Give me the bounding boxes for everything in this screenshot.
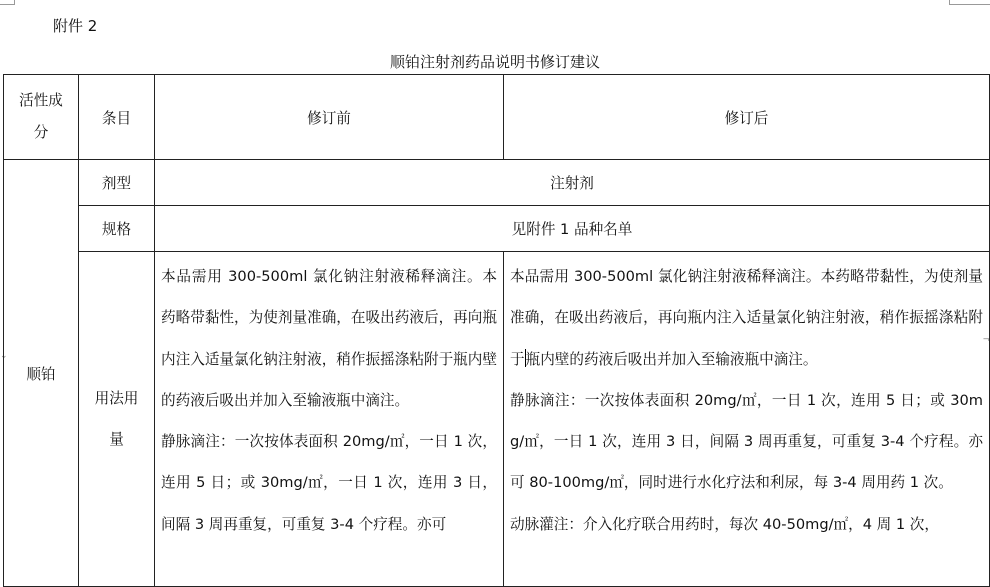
usage-before-paragraph-1: 本品需用 300-500ml 氯化钠注射液稀释滴注。本药略带黏性，为使剂量准确，在吸出药液后，再向瓶内注入适量氯化钠注射液，稍作振摇涤粘附于瓶内壁的药液后吸出并加入至输液瓶中滴注。 xyxy=(161,268,497,409)
usage-before-paragraph-2: 静脉滴注：一次按体表面积 20mg/㎡，一日 1 次，连用 5 日；或 30mg/㎡，一日 1 次，连用 3 日，间隔 3 周再重复，可重复 3-4 个疗程。亦可 xyxy=(161,433,497,533)
table-row-usage xyxy=(4,252,990,587)
ingredient-cell: 顺铂 xyxy=(4,160,79,587)
page-edge-marker-right: ¬ xyxy=(982,335,990,345)
table-row-specification xyxy=(4,206,990,252)
value-specification: 见附件 1 品种名单 xyxy=(155,206,990,252)
page-corner-mark-right xyxy=(949,0,990,5)
usage-after-paragraph-1: 本品需用 300-500ml 氯化钠注射液稀释滴注。本药略带黏性，为使剂量准确，在吸出药液后，再向瓶内注入适量氯化钠注射液，稍作振摇涤粘附于瓶内壁的药液后吸出并加入至输液瓶中滴注。 xyxy=(510,268,983,368)
revision-table xyxy=(3,74,990,587)
header-item: 条目 xyxy=(79,75,155,160)
table-row-dosage-form xyxy=(4,160,990,206)
annex-label: 附件 2 xyxy=(53,17,98,35)
usage-after-paragraph-3: 动脉灌注：介入化疗联合用药时，每次 40-50mg/㎡，4 周 1 次， xyxy=(510,515,939,533)
usage-before-text xyxy=(155,252,504,587)
page-corner-mark-left xyxy=(0,0,15,5)
item-specification: 规格 xyxy=(79,206,155,252)
value-dosage-form: 注射剂 xyxy=(155,160,990,206)
header-after: 修订后 xyxy=(504,75,990,160)
header-ingredient: 活性成分 xyxy=(4,75,79,160)
page-edge-marker-left: ⌄ xyxy=(0,351,8,361)
item-dosage-form: 剂型 xyxy=(79,160,155,206)
usage-after-text xyxy=(504,252,990,587)
header-before: 修订前 xyxy=(155,75,504,160)
document-title: 顺铂注射剂药品说明书修订建议 xyxy=(389,53,600,71)
usage-after-paragraph-2: 静脉滴注：一次按体表面积 20mg/㎡，一日 1 次，连用 5 日；或 30mg/㎡，一日 1 次，连用 3 日，间隔 3 周再重复，可重复 3-4 个疗程。亦可 80-100mg/㎡，同时进行水化疗法和利尿，每 3-4 周用药 1 次。 xyxy=(510,391,983,492)
item-usage: 用法用量 xyxy=(79,252,155,587)
table-header-row xyxy=(4,75,990,160)
